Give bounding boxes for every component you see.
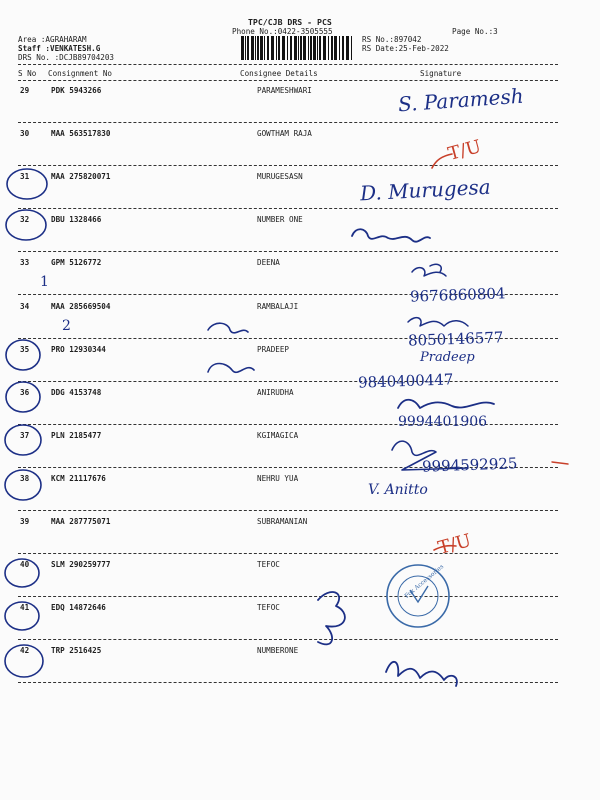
row-divider — [18, 122, 558, 123]
row-sno: 31 — [20, 172, 30, 181]
row-consignee: KGIMAGICA — [257, 431, 299, 440]
table-row — [0, 517, 600, 561]
row-sno: 34 — [20, 302, 30, 311]
row-consignment-number: MAA 563517830 — [51, 129, 111, 138]
row-consignment-number: KCM 21117676 — [51, 474, 106, 483]
row-consignment-number: DBU 1328466 — [51, 215, 102, 224]
row-consignee: PRADEEP — [257, 345, 290, 354]
column-consignment: Consignment No — [48, 69, 113, 78]
row-divider — [18, 510, 558, 511]
row-consignee: PARAMESHWARI — [257, 86, 312, 95]
row-consignee: NEHRU YUA — [257, 474, 299, 483]
row-sno: 35 — [20, 345, 30, 354]
handwritten-phone: 8050146577 — [407, 328, 504, 350]
table-row — [0, 603, 600, 647]
row-consignment-number: EDQ 14872646 — [51, 603, 106, 612]
row-sno: 40 — [20, 560, 30, 569]
phone-number: Phone No.:0422-3505555 — [232, 27, 333, 36]
row-divider — [18, 596, 558, 597]
row-consignment-number: PDK 5943266 — [51, 86, 102, 95]
drs-number: DRS No. :DCJB89704203 — [18, 53, 115, 62]
row-consignment-number: PRO 12930344 — [51, 345, 106, 354]
handwritten-phone: 9840400447 — [357, 370, 454, 392]
row-consignee: SUBRAMANIAN — [257, 517, 308, 526]
table-row — [0, 172, 600, 216]
table-row — [0, 388, 600, 432]
row-consignee: TEFOC — [257, 560, 280, 569]
divider — [18, 64, 558, 65]
table-row — [0, 646, 600, 690]
row-sno: 41 — [20, 603, 30, 612]
table-row — [0, 302, 600, 346]
staff-label: Staff :VENKATESH.G — [18, 44, 101, 53]
row-sno: 39 — [20, 517, 30, 526]
row-divider — [18, 381, 558, 382]
row-divider — [18, 553, 558, 554]
row-consignment-number: TRP 2516425 — [51, 646, 102, 655]
handwritten-phone: 9676860804 — [409, 284, 506, 306]
column-sno: S No — [18, 69, 37, 78]
column-signature: Signature — [420, 69, 462, 78]
row-divider — [18, 639, 558, 640]
row-consignment-number: GPM 5126772 — [51, 258, 102, 267]
column-consignee: Consignee Details — [240, 69, 318, 78]
table-row — [0, 474, 600, 518]
row-sno: 37 — [20, 431, 30, 440]
row-divider — [18, 208, 558, 209]
row-divider — [18, 165, 558, 166]
signature-text: D. Murugesa — [359, 174, 492, 206]
rs-number: RS No.:897042 — [362, 35, 422, 44]
row-consignment-number: PLN 2185477 — [51, 431, 102, 440]
row-consignment-number: MAA 285669504 — [51, 302, 111, 311]
barcode — [241, 36, 355, 62]
divider — [18, 80, 558, 81]
handwritten-mark: 2 — [62, 318, 71, 334]
row-sno: 42 — [20, 646, 30, 655]
row-consignee: NUMBERONE — [257, 646, 299, 655]
row-consignment-number: MAA 287775071 — [51, 517, 111, 526]
row-consignee: NUMBER ONE — [257, 215, 303, 224]
table-row — [0, 560, 600, 604]
row-consignment-number: SLM 290259777 — [51, 560, 111, 569]
table-row — [0, 258, 600, 302]
row-sno: 38 — [20, 474, 30, 483]
table-row — [0, 129, 600, 173]
row-sno: 33 — [20, 258, 30, 267]
row-consignee: ANIRUDHA — [257, 388, 294, 397]
page-number: Page No.:3 — [452, 27, 498, 36]
handwritten-phone: 9994592925 — [421, 454, 518, 476]
row-consignee: MURUGESASN — [257, 172, 303, 181]
stamp-text: Fox Accessories — [403, 563, 446, 600]
handwritten-mark: T/U — [445, 136, 484, 165]
row-consignee: TEFOC — [257, 603, 280, 612]
handwritten-mark: 1 — [40, 274, 49, 290]
row-divider — [18, 682, 558, 683]
table-row — [0, 215, 600, 259]
handwritten-mark: T/U — [435, 530, 474, 559]
row-consignment-number: MAA 275820071 — [51, 172, 111, 181]
table-row — [0, 345, 600, 392]
row-consignee: RAMBALAJI — [257, 302, 299, 311]
row-divider — [18, 251, 558, 252]
signature-text: S. Paramesh — [397, 83, 525, 117]
row-sno: 29 — [20, 86, 30, 95]
row-sno: 30 — [20, 129, 30, 138]
area-label: Area :AGRAHARAM — [18, 35, 87, 44]
row-consignee: GOWTHAM RAJA — [257, 129, 312, 138]
signature-text: V. Anitto — [368, 482, 428, 498]
row-consignment-number: DDG 4153748 — [51, 388, 102, 397]
row-sno: 32 — [20, 215, 30, 224]
sheet-title: TPC/CJB DRS - PCS — [248, 17, 332, 27]
handwritten-phone: 9994401906 — [398, 414, 488, 430]
row-consignee: DEENA — [257, 258, 280, 267]
handwritten-name: Pradeep — [420, 350, 475, 365]
row-sno: 36 — [20, 388, 30, 397]
rs-date: RS Date:25-Feb-2022 — [362, 44, 449, 53]
